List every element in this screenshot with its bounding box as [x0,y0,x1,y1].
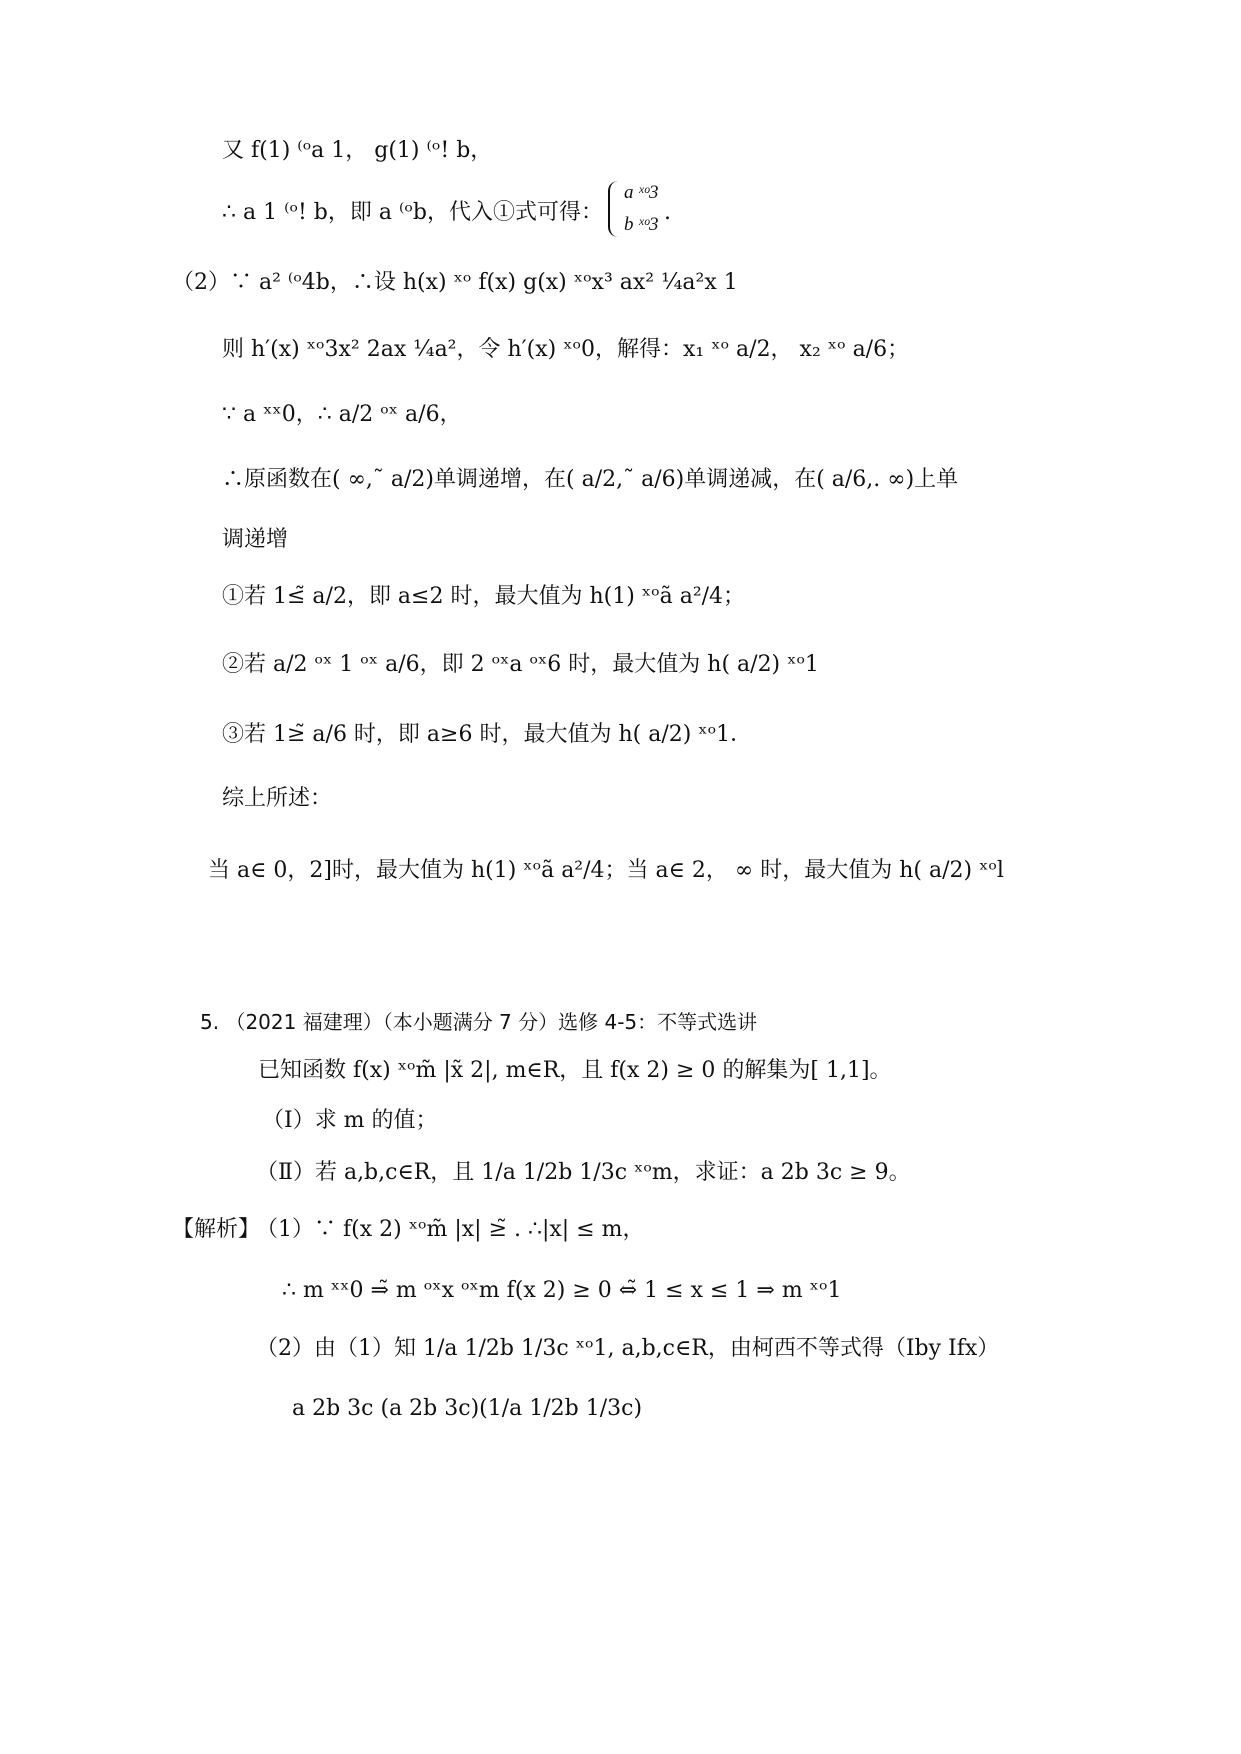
problem5-q1: （Ⅰ）求 m 的值； [262,1108,438,1133]
solution-step2: ∴ m ˣˣ0 ⇒̃ m ᵒˣx ᵒˣm f(x 2) ≥ 0 ⇔̃ 1 ≤ x ≤ 1 ⇒ m ˣᵒ1 [282,1278,842,1303]
system-brace [608,181,622,237]
solution-step1: （1）∵ f(x 2) ˣᵒm̃ |x| ≥̃ . ∴|x| ≤ m， [256,1217,645,1242]
part2-monotone-cont: 调递增 [222,527,289,552]
system-top: a ˣᵒ3 [624,182,659,203]
solution-step4: a 2b 3c (a 2b 3c)(1/a 1/2b 1/3c) [292,1396,643,1421]
part1-line2: ∴ a 1 ⁽ᵒ! b，即 a ⁽ᵒb，代入①式可得： [222,200,603,225]
system-period: . [664,200,671,225]
problem5-given: 已知函数 f(x) ˣᵒm̃ |x̃ 2|, m∈R，且 f(x 2) ≥ 0 的解集为[ 1,1]。 [258,1058,892,1083]
solution-label: 【解析】 [172,1217,261,1242]
problem5-q2: （Ⅱ）若 a,b,c∈R，且 1/a 1/2b 1/3c ˣᵒm，求证：a 2b 3c ≥ 9。 [256,1160,911,1185]
case-1: ①若 1≤̃ a/2，即 a≤2 时，最大值为 h(1) ˣᵒã a²/4； [222,584,746,609]
problem5-header: 5. （2021 福建理）（本小题满分 7 分）选修 4-5：不等式选讲 [200,1010,758,1034]
part2-sign: ∵ a ˣˣ0，∴ a/2 ᵒˣ a/6， [222,402,462,427]
system-bottom: b ˣᵒ3 [624,214,659,235]
solution-step3: （2）由（1）知 1/a 1/2b 1/3c ˣᵒ1, a,b,c∈R，由柯西不等式得（Iby Ifx） [256,1336,1000,1361]
case-2: ②若 a/2 ᵒˣ 1 ᵒˣ a/6，即 2 ᵒˣa ᵒˣ6 时，最大值为 h( a/2) ˣᵒ1 [222,652,819,677]
part2-monotone: ∴原函数在( ∞,˜ a/2)单调递增，在( a/2,˜ a/6)单调递减，在( a/6,. ∞)上单 [222,467,959,492]
part1-line1: 又 f(1) ⁽ᵒa 1， g(1) ⁽ᵒ! b， [222,138,493,163]
part2-intro: （2）∵ a² ⁽ᵒ4b，∴设 h(x) ˣᵒ f(x) g(x) ˣᵒx³ ax² ¹⁄₄a²x 1 [172,270,738,295]
summary-label: 综上所述： [222,786,333,811]
part2-derivative: 则 h′(x) ˣᵒ3x² 2ax ¹⁄₄a²，令 h′(x) ˣᵒ0，解得：x₁ ˣᵒ a/2， x₂ ˣᵒ a/6； [222,337,910,362]
case-3: ③若 1≥̃ a/6 时，即 a≥6 时，最大值为 h( a/2) ˣᵒ1． [222,722,753,747]
summary: 当 a∈ 0，2]时，最大值为 h(1) ˣᵒã a²/4；当 a∈ 2， ∞ 时，最大值为 h( a/2) ˣᵒl [208,858,1004,883]
